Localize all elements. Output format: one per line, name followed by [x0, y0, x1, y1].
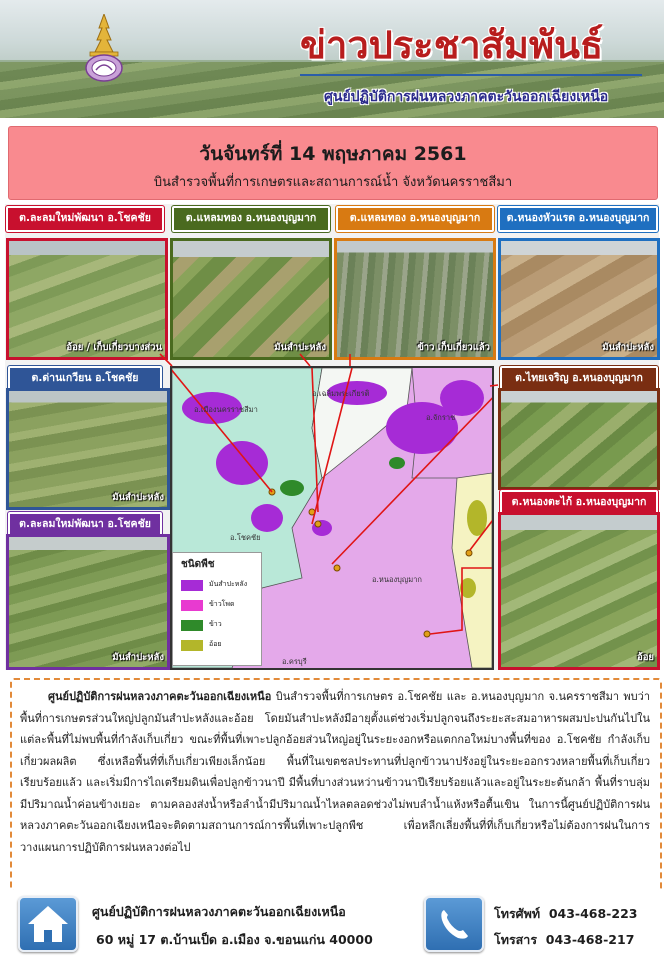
- aerial-photo-8: [498, 512, 660, 670]
- phone-icon: [424, 896, 484, 952]
- royal-rainmaking-emblem: [82, 14, 126, 84]
- aerial-photo-2: [170, 238, 332, 360]
- aerial-photo-4: [498, 238, 660, 360]
- photo-label-4: ต.หนองหัวแรด อ.หนองบุญมาก: [498, 206, 658, 232]
- legend-item-rice: [181, 617, 261, 635]
- legend-label: มันสำปะหลัง: [209, 580, 248, 588]
- legend-swatch: [181, 640, 203, 651]
- page-subtitle: ศูนย์ปฏิบัติการฝนหลวงภาคตะวันออกเฉียงเหนือ: [324, 89, 609, 105]
- legend-item-cassava: [181, 577, 261, 595]
- page-title: ข่าวประชาสัมพันธ์: [300, 22, 604, 67]
- date-banner: [8, 126, 658, 200]
- home-icon: [18, 896, 78, 952]
- legend-label: ข้าวโพด: [209, 600, 235, 608]
- fax-label: โทรสาร: [494, 932, 538, 947]
- legend-label: ข้าว: [209, 620, 222, 628]
- map-label-khon-buri: อ.ครบุรี: [282, 657, 307, 666]
- fax-line: [494, 930, 634, 950]
- photo-caption-4: มันสำปะหลัง: [602, 342, 654, 353]
- office-name: ศูนย์ปฏิบัติการฝนหลวงภาคตะวันออกเฉียงเหนือ: [92, 904, 346, 919]
- photo-caption-1: อ้อย / เก็บเกี่ยวบางส่วน: [66, 342, 162, 353]
- photo-label-8: ต.หนองตะไก้ อ.หนองบุญมาก: [500, 490, 658, 516]
- photo-label-3: ต.แหลมทอง อ.หนองบุญมาก: [336, 206, 494, 232]
- photo-label-6: ต.ไทยเจริญ อ.หนองบุญมาก: [500, 366, 658, 392]
- aerial-photo-1: [6, 238, 168, 360]
- photo-caption-7: มันสำปะหลัง: [112, 652, 164, 663]
- news-lead: ศูนย์ปฏิบัติการฝนหลวงภาคตะวันออกเฉียงเหนือ: [48, 690, 272, 703]
- survey-description: บินสำรวจพื้นที่การเกษตรและสถานการณ์น้ำ จังหวัดนครราชสีมา: [153, 175, 513, 190]
- photo-caption-5: มันสำปะหลัง: [112, 492, 164, 503]
- phone-line: [494, 904, 637, 924]
- report-date: วันจันทร์ที่ 14 พฤษภาคม 2561: [199, 143, 467, 165]
- office-address: 60 หมู่ 17 ต.บ้านเป็ด อ.เมือง จ.ขอนแก่น 40000: [96, 932, 373, 947]
- photo-label-7: ต.ละลมใหม่พัฒนา อ.โชคชัย: [8, 512, 162, 538]
- map-legend: [172, 552, 262, 666]
- legend-item-sugarcane: [181, 637, 261, 655]
- legend-title: ชนิดพืช: [181, 559, 215, 570]
- map-label-chaloem: อ.เฉลิมพระเกียรติ: [312, 389, 370, 398]
- map-label-chakkarat: อ.จักราช: [426, 413, 456, 422]
- news-description: [20, 686, 650, 858]
- aerial-photo-7: [6, 534, 170, 670]
- aerial-photo-5: [6, 388, 170, 510]
- aerial-photo-6: [498, 388, 660, 490]
- title-underline: [300, 74, 642, 76]
- photo-caption-2: มันสำปะหลัง: [274, 342, 326, 353]
- news-body: บินสำรวจพื้นที่การเกษตร อ.โชคชัย และ อ.หนองบุญมาก จ.นครราชสีมา พบว่า พื้นที่การเกษตรส่วนใหญ่ปลูกมันสำปะหลังและอ้อย โดยมันสำปะหลังมีอายุตั้งแต่ช่วงเริ่มปลูกจนถึงระยะสะสมอาหารผสมปะปนกันไปในแต่ละพื้นที่ไม่พบพื้นที่กำลังเก็บเกี่ยว ขณะที่พื้นที่เพาะปลูกอ้อยส่วนใหญ่อยู่ในระยะงอกหรือแตกกอใหม่บางพื้นที่ของ อ.โชคชัย กำลังเก็บเกี่ยวผลผลิต ซึ่งเหลือพื้นที่ที่เก็บเกี่ยวเพียงเล็กน้อย พื้นที่ในเขตชลประทานที่ปลูกข้าวนาปรังอยู่ในระยะออกรวงหลายพื้นที่เก็บเกี่ยวเรียบร้อยแล้ว และเริ่มมีการไถเตรียมดินเพื่อปลูกข้าวนาปี มีพื้นที่บางส่วนหว่านข้าวนาปีเรียบร้อยแล้วและอยู่ในระยะต้นกล้า พื้นที่ราบลุ่มมีปริมาณน้ำค่อนข้างเยอะ ตามคลองส่งน้ำหรือลำน้ำมีปริมาณน้ำไหลตลอดช่วงไม่พบลำน้ำแห้งหรือตื้นเขิน ในการนี้ศูนย์ปฏิบัติการฝนหลวงภาคตะวันออกเฉียงเหนือจะติดตามสถานการณ์การพื้นที่เพาะปลูกพืช เพื่อหลีกเลี่ยงพื้นที่ที่เก็บเกี่ยวหรือไม่ต้องการฝนในการวางแผนการปฏิบัติการฝนหลวงต่อไป: [20, 690, 650, 854]
- photo-caption-8: อ้อย: [637, 652, 654, 663]
- photo-label-2: ต.แหลมทอง อ.หนองบุญมาก: [172, 206, 330, 232]
- map-label-nong-bun-mak: อ.หนองบุญมาก: [372, 575, 422, 584]
- legend-swatch: [181, 580, 203, 591]
- map-label-chok-chai: อ.โชคชัย: [230, 533, 261, 542]
- legend-item-corn: [181, 597, 261, 615]
- map-label-mueang: อ.เมืองนครราชสีมา: [194, 405, 258, 414]
- legend-label: อ้อย: [209, 640, 222, 648]
- phone-label: โทรศัพท์: [494, 906, 541, 921]
- photo-label-1: ต.ละลมใหม่พัฒนา อ.โชคชัย: [6, 206, 164, 232]
- legend-swatch: [181, 600, 203, 611]
- aerial-photo-3: [334, 238, 496, 360]
- legend-swatch: [181, 620, 203, 631]
- news-description-box: [10, 678, 662, 892]
- photo-caption-3: ข้าว เก็บเกี่ยวแล้ว: [417, 342, 490, 353]
- phone-number: 043-468-223: [548, 906, 638, 921]
- photo-label-5: ต.ด่านเกวียน อ.โชคชัย: [8, 366, 162, 392]
- fax-number: 043-468-217: [545, 932, 635, 947]
